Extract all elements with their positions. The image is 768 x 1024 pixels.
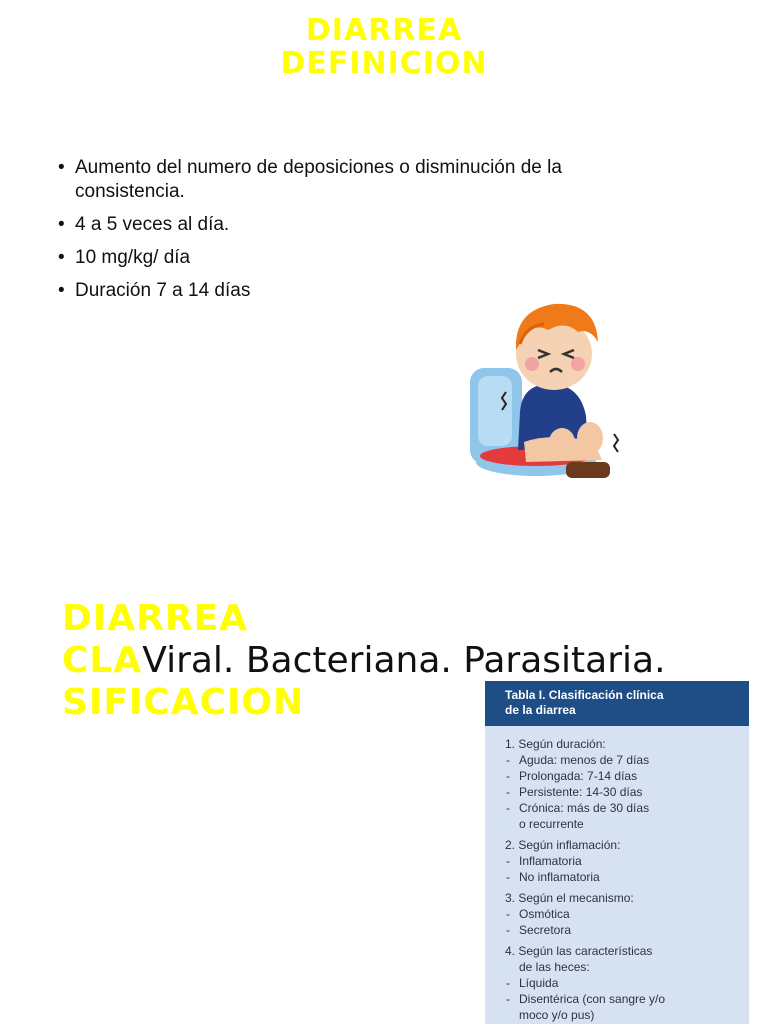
list-item: - Prolongada: 7-14 días: [505, 768, 739, 784]
table-heading: [485, 681, 749, 726]
section-title: 4. Según las características: [505, 944, 653, 958]
list-item: - Disentérica (con sangre y/o: [505, 991, 739, 1007]
list-item: - Secretora: [505, 922, 739, 938]
list-item: - Osmótica: [505, 906, 739, 922]
title-line-1: DIARREA: [305, 13, 463, 48]
table-heading-line-1: Tabla I. Clasificación clínica: [505, 688, 664, 702]
table-heading-line-2: de la diarrea: [505, 703, 576, 717]
title-fragment-cla: CLA: [62, 640, 143, 681]
bullet-item: • 4 a 5 veces al día.: [58, 213, 618, 237]
title-line-2: [62, 640, 666, 682]
table-section-inflamacion: [505, 837, 739, 885]
etiology-text: Viral. Bacteriana. Parasitaria.: [142, 640, 666, 681]
title-line-2: DEFINICION: [280, 46, 488, 81]
clasificacion-table-image: [485, 681, 749, 1024]
slide-title-definicion: [0, 14, 768, 80]
list-item: - No inflamatoria: [505, 869, 739, 885]
list-item: - Persistente: 14-30 días: [505, 784, 739, 800]
table-section-mecanismo: [505, 890, 739, 938]
section-title: 3. Según el mecanismo:: [505, 891, 634, 905]
list-item: - Crónica: más de 30 días: [505, 800, 739, 816]
table-section-heces: [505, 943, 739, 1023]
list-item: - Inflamatoria: [505, 853, 739, 869]
section-title: 1. Según duración:: [505, 737, 606, 751]
list-item: - Aguda: menos de 7 días: [505, 752, 739, 768]
title-line-1: DIARREA: [62, 598, 249, 639]
section-title: 2. Según inflamación:: [505, 838, 621, 852]
child-on-toilet-illustration: [462, 292, 632, 484]
title-line-3: SIFICACION: [62, 682, 305, 723]
section-subtitle: de las heces:: [519, 960, 590, 974]
list-item-continuation: moco y/o pus): [519, 1008, 595, 1022]
definition-bullet-list: [58, 156, 618, 312]
list-item: - Líquida: [505, 975, 739, 991]
bullet-item: • Aumento del numero de deposiciones o disminución de la consistencia.: [58, 156, 618, 204]
bullet-item: • Duración 7 a 14 días: [58, 279, 618, 303]
table-section-duracion: [505, 736, 739, 832]
list-item-continuation: o recurrente: [519, 817, 584, 831]
bullet-item: • 10 mg/kg/ día: [58, 246, 618, 270]
table-body: [485, 726, 749, 1023]
